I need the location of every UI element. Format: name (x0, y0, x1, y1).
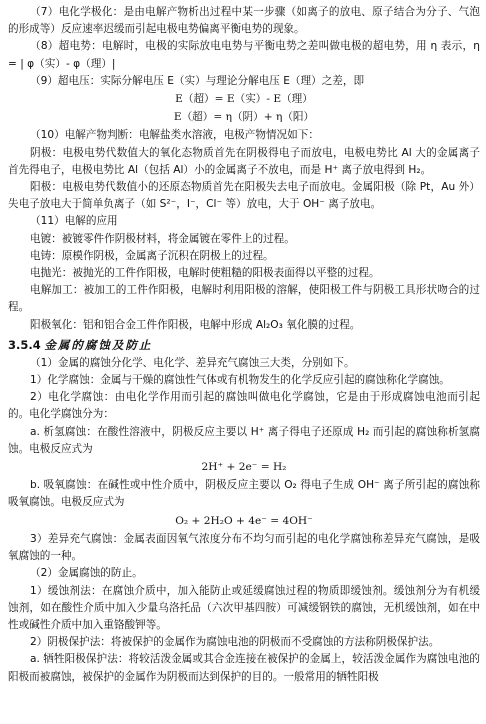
paragraph-electroplating: 电镀：被镀零件作阴极材料，将金属镀在零件上的过程。 (30, 232, 295, 245)
equation-oxygen-absorption: O₂ + 2H₂O + 4e⁻ = 4OH⁻ (175, 514, 313, 527)
paragraph-electropolishing: 电抛光：被抛光的工件作阳极，电解时使粗糙的阳极表面得以平整的过程。 (30, 267, 380, 280)
paragraph-overvoltage: （9）超电压：实际分解电压 E（实）与理论分解电压 E（理）之差，即 (30, 74, 365, 87)
paragraph-electrochemical-machining: 电解加工：被加工的工件作阳极，电解时利用阳极的溶解，使阳极工件与阴极工具形状吻合的过程。 (8, 284, 480, 314)
paragraph-differential-aeration-corrosion: 3）差异充气腐蚀：金属表面因氧气浓度分布不均匀而引起的电化学腐蚀称差异充气腐蚀，是吸氧腐蚀的一种。 (8, 532, 480, 563)
paragraph-corrosion-types: （1）金属的腐蚀分化学、电化学、差异充气腐蚀三大类，分别如下。 (30, 356, 355, 369)
paragraph-hydrogen-evolution-corrosion: a. 析氢腐蚀：在酸性溶液中，阴极反应主要以 H⁺ 离子得电子还原成 H₂ 而引起的腐蚀称析氢腐蚀。电极反应式为 (8, 425, 480, 455)
section-number: 3.5.4 (8, 337, 41, 352)
paragraph-corrosion-inhibitor: 1）缓蚀剂法：在腐蚀介质中，加入能防止或延缓腐蚀过程的物质即缓蚀剂。缓蚀剂分为有机缓蚀剂，如在酸性介质中加入少量乌洛托品（六次甲基四胺）可减缓钢铁的腐蚀，无机缓蚀剂，如在中性或碱性介质中加入重铬酸钾等。 (8, 584, 480, 631)
paragraph-chemical-corrosion: 1）化学腐蚀：金属与干燥的腐蚀性气体或有机物发生的化学反应引起的腐蚀称化学腐蚀。 (30, 374, 450, 387)
paragraph-anodizing: 阳极氧化：铝和铝合金工件作阳极，电解中形成 Al₂O₃ 氧化膜的过程。 (30, 318, 361, 331)
equation-overvoltage-2: E（超）= η（阴）+ η（阳） (173, 111, 315, 124)
paragraph-electrolysis-products: （10）电解产物判断：电解盐类水溶液，电极产物情况如下： (30, 129, 319, 142)
paragraph-electrochemical-polarization: （7）电化学极化：是由电解产物析出过程中某一步骤（如离子的放电、原子结合为分子、气泡的形成等）反应速率迟缓而引起电极电势偏离平衡电势的现象。 (8, 6, 480, 36)
equation-hydrogen-evolution: 2H⁺ + 2e⁻ = H₂ (201, 461, 287, 474)
paragraph-oxygen-absorption-corrosion: b. 吸氧腐蚀：在碱性或中性介质中，阴极反应主要以 O₂ 得电子生成 OH⁻ 离子所引起的腐蚀称吸氧腐蚀。电极反应式为 (8, 479, 480, 509)
section-heading (8, 335, 480, 355)
paragraph-sacrificial-anode: a. 牺牲阳极保护法：将较活泼金属或其合金连接在被保护的金属上，较活泼金属作为腐蚀电池的阳极而被腐蚀，被保护的金属作为阴极而达到保护的目的。一般常用的牺牲阳极 (8, 653, 480, 683)
paragraph-overpotential: （8）超电势：电解时，电极的实际放电电势与平衡电势之差叫做电极的超电势，用 η 表示，η = | φ（实）- φ（理）| (8, 40, 480, 70)
paragraph-anode: 阳极：电极电势代数值小的还原态物质首先在阳极失去电子而放电。金属阳极（除 Pt，Au 外）失电子放电大于简单负离子（如 S²⁻，I⁻，Cl⁻ 等）放电，大于 OH⁻ 离子放电。 (8, 181, 480, 211)
paragraph-cathodic-protection: 2）阴极保护法：将被保护的金属作为腐蚀电池的阴极而不受腐蚀的方法称阴极保护法。 (30, 636, 440, 649)
paragraph-cathode: 阴极：电极电势代数值大的氧化态物质首先在阴极得电子而放电，电极电势比 Al 大的金属离子首先得电子，电极电势比 Al（包括 Al）小的金属离子不放电，而是 H⁺ 离子放电得到 H₂。 (8, 146, 480, 176)
paragraph-electrochemical-corrosion: 2）电化学腐蚀：由电化学作用而引起的腐蚀叫做电化学腐蚀，它是由于形成腐蚀电池而引起的。电化学腐蚀分为： (8, 391, 480, 421)
paragraph-applications-heading: （11）电解的应用 (30, 215, 118, 228)
equation-overvoltage-1: E（超）= E（实）- E（理） (175, 93, 313, 106)
section-title: 金属的腐蚀及防止 (44, 337, 153, 352)
paragraph-corrosion-prevention: （2）金属腐蚀的防止。 (30, 567, 143, 580)
paragraph-electroforming: 电铸：原模作阴极，金属离子沉积在阴极上的过程。 (30, 249, 274, 262)
